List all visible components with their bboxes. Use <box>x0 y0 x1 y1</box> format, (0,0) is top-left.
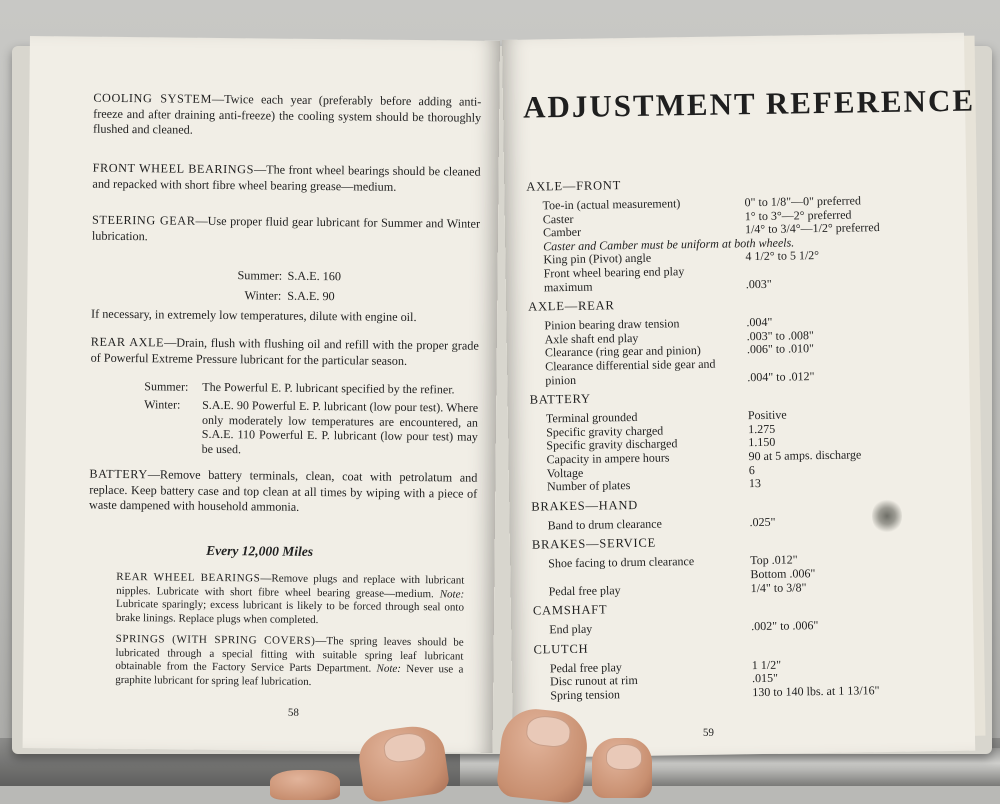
section-heading: CLUTCH <box>533 641 589 657</box>
spec-value: .003" <box>745 276 772 291</box>
spec-label: Voltage <box>546 465 584 480</box>
spec-value: .004" <box>746 314 773 330</box>
spec-value: .003" to .008" <box>746 327 814 343</box>
section-heading: BRAKES—SERVICE <box>531 536 657 552</box>
front-wheel-bearings-heading: FRONT WHEEL BEARINGS <box>92 160 255 177</box>
spec-value: 6 <box>748 462 755 477</box>
spec-value: Top .012" <box>750 552 798 568</box>
spec-value: .002" to .006" <box>751 618 819 634</box>
spec-label: Disc runout at rim <box>549 673 638 689</box>
spec-label: pinion <box>545 372 577 387</box>
battery-heading: BATTERY <box>89 466 148 482</box>
page-stain <box>872 498 902 534</box>
section-heading: CAMSHAFT <box>532 602 608 618</box>
spec-value: 1 1/2" <box>751 657 782 672</box>
front-wheel-bearings-paragraph: FRONT WHEEL BEARINGS—The front wheel bearings should be cleaned and repacked with short fibre wheel bearing grease—medium. <box>92 160 481 194</box>
spec-value: 4 1/2° to 5 1/2° <box>745 248 820 264</box>
spec-value: 1/4" to 3/8" <box>750 579 807 595</box>
rear-axle-winter-text: S.A.E. 90 Powerful E. P. lubricant (low pour test). Where only moderately low temperatures are encountered, an S.A.E. 110 Powerful E. P. lubricant (low pour test) may be used. <box>201 397 479 456</box>
spec-label: maximum <box>543 279 593 294</box>
spec-value: 1° to 3°—2° preferred <box>744 207 852 223</box>
spec-value: .015" <box>751 671 779 686</box>
page-title: ADJUSTMENT REFERENCE <box>522 82 976 125</box>
spec-label: Pedal free play <box>549 659 622 676</box>
left-page <box>23 36 500 753</box>
springs-heading: SPRINGS (WITH SPRING COVERS) <box>115 632 316 648</box>
spec-value: Bottom .006" <box>750 566 816 582</box>
steering-gear-heading: STEERING GEAR <box>92 212 196 228</box>
spec-value: 13 <box>748 476 762 491</box>
cooling-system-paragraph: COOLING SYSTEM—Twice each year (preferably before adding anti-freeze and after draining anti-freeze) the cooling system should be thoroughly flushed and cleaned. <box>92 90 482 137</box>
finger-left <box>270 770 340 800</box>
battery-paragraph: BATTERY—Remove battery terminals, clean, coat with petrolatum and replace. Keep battery case and top clean at all times by wiping with a piece of waste dampened with household ammonia. <box>89 466 478 514</box>
spec-label: Camber <box>542 224 582 240</box>
section-heading: BRAKES—HAND <box>531 497 639 514</box>
spec-label: Capacity in ampere hours <box>546 450 670 467</box>
spec-label: Front wheel bearing end play <box>543 264 685 281</box>
spec-label: Caster and Camber must be uniform at both wheels. <box>543 235 795 254</box>
rear-axle-summer-row: Summer: The Powerful E. P. lubricant specified by the refiner. <box>144 379 455 397</box>
steering-winter-row: Winter: S.A.E. 90 <box>244 288 335 304</box>
steering-summer-row: Summer: S.A.E. 160 <box>237 268 342 284</box>
right-page <box>502 33 975 758</box>
page-number-58: 58 <box>287 706 299 719</box>
rear-axle-winter-label: Winter: <box>144 397 181 412</box>
cooling-system-heading: COOLING SYSTEM <box>93 90 213 106</box>
spec-label: Specific gravity charged <box>546 423 664 440</box>
spec-label: Shoe facing to drum clearance <box>548 554 695 571</box>
spec-row <box>511 616 971 637</box>
rear-wheel-bearings-heading: REAR WHEEL BEARINGS <box>116 570 261 585</box>
spec-value: 90 at 5 amps. discharge <box>748 447 862 464</box>
spec-label: Clearance differential side gear and <box>545 356 716 374</box>
every-12000-miles-heading: Every 12,000 Miles <box>206 542 314 559</box>
spec-label: Toe-in (actual measurement) <box>542 196 681 213</box>
rear-axle-heading: REAR AXLE <box>90 334 165 350</box>
section-heading: AXLE—REAR <box>528 298 615 314</box>
spec-label: King pin (Pivot) angle <box>543 251 652 267</box>
steering-note: If necessary, in extremely low temperatures, dilute with engine oil. <box>91 306 417 325</box>
spec-label: Clearance (ring gear and pinion) <box>544 343 701 360</box>
fingernail <box>382 731 427 765</box>
spec-label: Axle shaft end play <box>544 330 639 347</box>
steering-gear-paragraph: STEERING GEAR—Use proper fluid gear lubricant for Summer and Winter lubrication. <box>91 212 481 243</box>
spec-value: .025" <box>749 514 776 529</box>
spec-value: 0" to 1/8"—0" preferred <box>744 193 862 210</box>
spec-label: Number of plates <box>546 478 631 494</box>
spec-value: 130 to 140 lbs. at 1 13/16" <box>752 683 880 700</box>
fingernail <box>606 744 642 770</box>
section-heading: BATTERY <box>529 391 591 407</box>
finger-ring <box>592 738 652 798</box>
fingernail <box>525 714 572 748</box>
finger-middle <box>496 706 591 804</box>
spec-label: Band to drum clearance <box>547 516 663 533</box>
spec-value: .006" to .010" <box>746 341 815 357</box>
rear-axle-paragraph: REAR AXLE—Drain, flush with flushing oil and refill with the proper grade of Powerful Extreme Pressure lubricant for the particular season. <box>90 334 479 368</box>
spec-label: Pedal free play <box>548 582 621 598</box>
spec-value: 1.275 <box>748 421 776 436</box>
spec-label: Specific gravity discharged <box>546 436 678 453</box>
section-heading: AXLE—FRONT <box>526 178 622 194</box>
rear-wheel-bearings-paragraph: REAR WHEEL BEARINGS—Remove plugs and replace with lubricant nipples. Lubricate with short fibre wheel bearing grease—medium. Note: Lubricate sparingly; excess lubricant is likely to be forced through seal onto brake linings. Replace plugs when completed. <box>115 570 465 626</box>
spec-label: Caster <box>542 211 574 226</box>
page-number-59: 59 <box>702 726 715 739</box>
spec-value: Positive <box>747 407 787 423</box>
spec-label: Spring tension <box>550 687 621 703</box>
spec-value: .004" to .012" <box>747 368 815 384</box>
spec-value: 1.150 <box>748 435 776 450</box>
spec-value: 1/4° to 3/4°—1/2° preferred <box>744 220 880 237</box>
spec-label: Pinion bearing draw tension <box>544 316 680 333</box>
spec-label: End play <box>549 621 593 637</box>
spec-label: Terminal grounded <box>545 410 638 426</box>
springs-paragraph: SPRINGS (WITH SPRING COVERS)—The spring leaves should be lubricated through a special fitting with suitable spring leaf lubricant obtainable from the Factory Service Parts Department. Note: Never use a graphite lubricant for spring leaf lubrication. <box>115 632 464 688</box>
